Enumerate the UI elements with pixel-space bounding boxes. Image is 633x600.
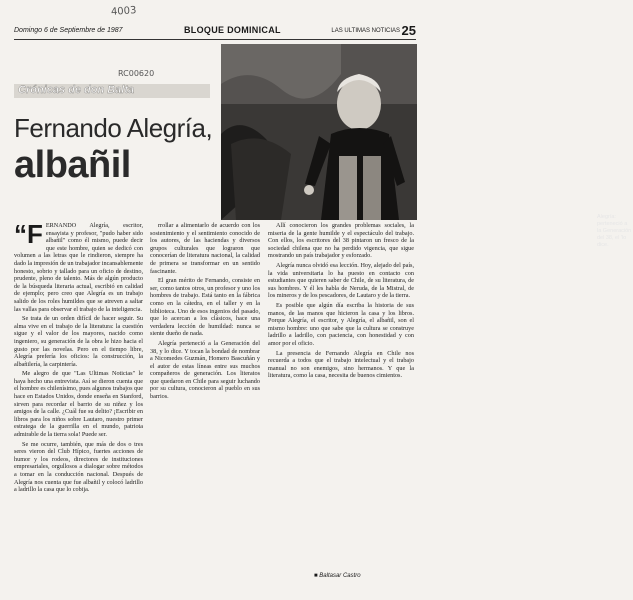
photo-caption: Alegría: perteneció a la Generación del 38, el 'lo dice. bbox=[597, 214, 632, 248]
page-number: 25 bbox=[401, 23, 416, 38]
article-paragraph: rrollar a alimentarlo de acuerdo con los sostenimiento y el sentimiento conocido de los autores, de las haciendas y diversos grupos culturales que lograron que conocerían de literatura nacional, la calidad de primera se transformar en un sentido fascinante. bbox=[150, 222, 260, 275]
article-title bbox=[14, 113, 224, 187]
article-paragraph: Alegría nunca olvidó esa lección. Hoy, alejado del país, la vida universitaria lo ha puesto en contacto con estudiantes que quieren saber de Chile, de su literatura, de sus hombres. Y él les habla de Neruda, de la Mistral, de los mineros y de los pescadores, de Lautaro y de la tierra. bbox=[268, 261, 414, 300]
newspaper-header bbox=[14, 25, 416, 40]
handwritten-annotation-code: RC00620 bbox=[118, 69, 155, 78]
article-column-2 bbox=[150, 222, 260, 584]
article-paragraph: La presencia de Fernando Alegría en Chile nos recuerda a todos que el trabajo intelectual y el trabajo manual no son enemigos, sino hermanos. Y que la literatura, como la casa, necesita de buenos cimientos. bbox=[268, 349, 414, 380]
article-paragraph: “FERNANDO Alegría, escritor, ensayista y profesor, "pudo haber sido albañil" como él mismo, puede decir que este hombre, quien se dedicó con volumen a las letras que le rindieron, siempre ha dado la impresión de un trabajador incansablemente honesto, sobrio y tallado para un oficio de destino, prudente, pleno de talento. Más de algún producto de la búsqueda literaria actual, escribió en calidad de ejemplo; pero creo que Alegría es un trabajo salido de los roles humildes que se atreven a saltar las vallas para observar el trabajo de la inteligencia. bbox=[14, 219, 143, 313]
article-column-1 bbox=[14, 219, 143, 584]
article-paragraph: Allí conocieron los grandes problemas sociales, la miseria de la gente humilde y el espectáculo del trabajo. Con ellos, los escritores del 38 pintaron un fresco de la sociedad chilena que no ha perdido vigencia, que sigue mostrando un país trabajador y esforzado. bbox=[268, 222, 414, 260]
header-paper-name: LAS ULTIMAS NOTICIAS bbox=[331, 28, 400, 34]
article-paragraph: Me alegro de que "Las Ultimas Noticias" le haya hecho una entrevista. Así se dieron cuenta que el hombre es chilenísimo, pues algunos trabajos que hace en Estados Unidos, donde enseña en Stanford, sirven para recordar el barrio de su niñez y los amigos de la calle. ¿Cuál fue su delito? ¡Escribir en libros para los niños sobre Lautaro, nuestro primer estratega de la guerrilla en el mundo, patriota admirable de la tierra sola! Puede ser. bbox=[14, 370, 143, 439]
title-line-1: Fernando Alegría, bbox=[14, 113, 213, 143]
article-paragraph: Se me ocurre, también, que más de dos o tres seres vieron del Club Hípico, fuertes acciones de humor y los rodeos, directores de instituciones empresariales, orgullosos a dialogar sobre métodos a tomar en la conducción nacional. Después de Alegría nos cuenta que fue albañil y colocó ladrillo a ladrillo la casa que lo cobija. bbox=[14, 440, 143, 494]
photo-portrait bbox=[221, 44, 417, 220]
article-paragraph: Alegría perteneció a la Generación del 38, y lo dice. Y tocan la bondad de nombrar a Nicomedes Guzmán, Homero Bascuñán y el autor de estas líneas entre sus muchos compañeros de generación. Los literatos que quedaron en Chile para seguir luchando por su cultura, conocieron al pueblo en sus barrios. bbox=[150, 339, 260, 401]
article-paragraph: Es posible que algún día escriba la historia de sus manos, de las manos que hicieron la casa y los libros. Porque Alegría, el escritor, y Alegría, el albañil, son el mismo hombre: uno que sabe que la cultura se construye ladrillo a ladrillo, con paciencia, con honestidad y con amor por el oficio. bbox=[268, 301, 414, 347]
article-paragraph: El gran mérito de Fernando, consiste en ser, como tantos otros, un profesor y uno los hombres de trabajo. Está tanto en la fábrica como en la cátedra, en el taller y en la biblioteca. Uno de esos ingenios del pasado, que lo acercan a los clásicos, hace una verdadera lección de humildad: nunca se siente dueño de nada. bbox=[150, 277, 260, 338]
header-section: BLOQUE DOMINICAL bbox=[184, 25, 281, 35]
title-line-2: albañil bbox=[14, 144, 131, 186]
article-paragraph: Se trata de un orden difícil de hacer seguir. Su alma vive en el trabajo de la literatura: la cuestión sigue y el valor de los mayores, nacido como ingeniero, su generación de la obra le hizo hacia el gusto por las novelas. Pero en el tiempo libre, Alegría prefería los oficios: la construcción, la albañilería, la carpintería. bbox=[14, 315, 143, 368]
header-date: Domingo 6 de Septiembre de 1987 bbox=[14, 27, 123, 34]
article-column-3 bbox=[268, 222, 414, 570]
column-name: Crónicas de don Balta bbox=[18, 84, 135, 96]
handwritten-annotation-top: 4003 bbox=[110, 5, 137, 18]
drop-cap: “F bbox=[14, 219, 43, 249]
column-name-banner bbox=[14, 84, 210, 98]
article-byline: ■ Baltasar Castro bbox=[314, 573, 361, 579]
